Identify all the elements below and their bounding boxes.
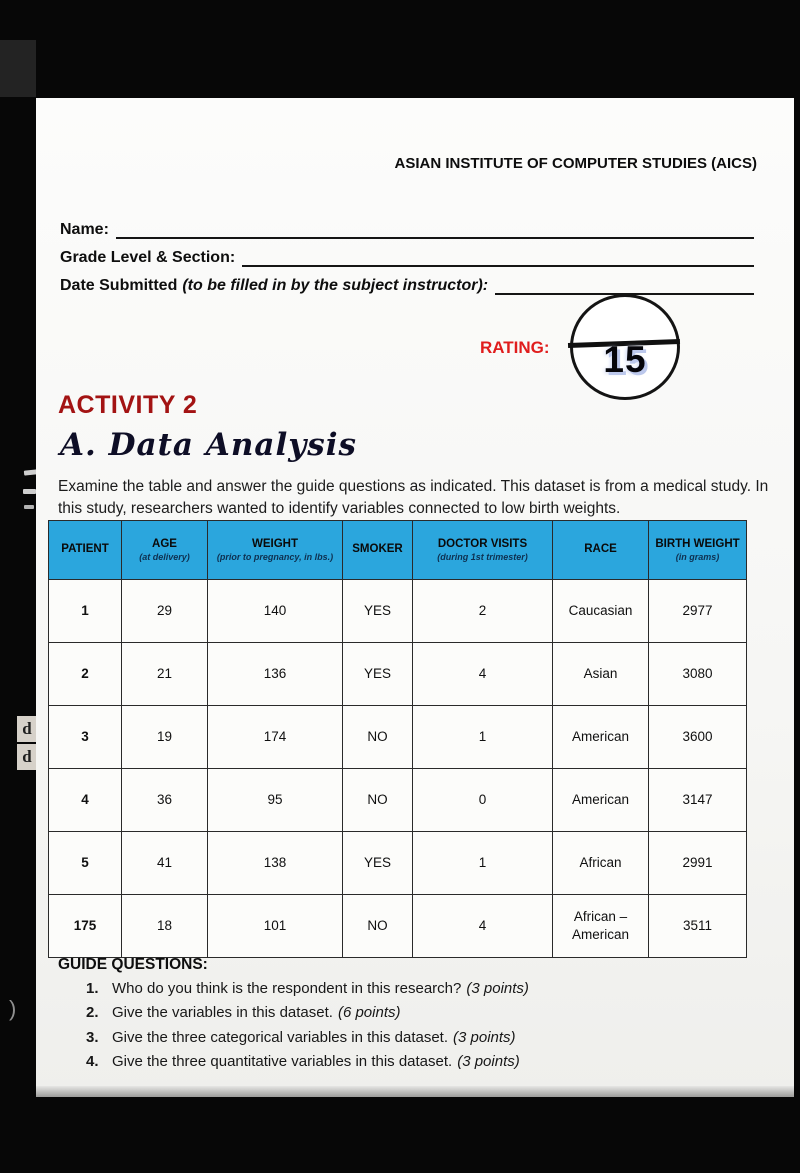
column-header-doctor-visits (413, 521, 553, 580)
cell-age: 21 (122, 643, 208, 706)
cell-smoker: YES (343, 832, 413, 895)
cell-age: 36 (122, 769, 208, 832)
cell-age: 41 (122, 832, 208, 895)
question-number: 4. (86, 1052, 99, 1070)
column-header-birth-weight (649, 521, 747, 580)
cell-doctor-visits: 1 (413, 832, 553, 895)
institute-header: ASIAN INSTITUTE OF COMPUTER STUDIES (AICS) (394, 155, 757, 172)
cell-race: African (553, 832, 649, 895)
column-header-age (122, 521, 208, 580)
section-title: A. Data Analysis (60, 427, 357, 463)
table-header-row (49, 521, 747, 580)
guide-question-2 (58, 1004, 764, 1023)
date-blank-line (495, 278, 754, 295)
cell-doctor-visits: 4 (413, 643, 553, 706)
name-label: Name: (60, 221, 109, 238)
scan-edge-letter: d (17, 716, 37, 742)
rating-label: RATING: (480, 338, 550, 357)
header-label: SMOKER (352, 542, 403, 555)
cell-patient: 2 (49, 643, 122, 706)
cell-smoker: YES (343, 643, 413, 706)
table-row (49, 643, 747, 706)
header-sublabel: (during 1st trimester) (437, 551, 528, 562)
cell-birth-weight: 2977 (649, 580, 747, 643)
cell-doctor-visits: 0 (413, 769, 553, 832)
cell-birth-weight: 3511 (649, 895, 747, 958)
cell-patient: 4 (49, 769, 122, 832)
guide-questions (58, 956, 764, 1077)
cell-doctor-visits: 1 (413, 706, 553, 769)
cell-doctor-visits: 2 (413, 580, 553, 643)
cell-birth-weight: 3080 (649, 643, 747, 706)
header-sublabel: (prior to pregnancy, in lbs.) (216, 551, 334, 562)
cell-smoker: NO (343, 706, 413, 769)
scan-edge-curve: ) (9, 996, 17, 1021)
scan-corner-square (0, 40, 36, 97)
question-points: (3 points) (466, 980, 529, 997)
scan-edge-mark (23, 489, 36, 494)
scan-edge-mark (24, 505, 34, 509)
intro-paragraph: Examine the table and answer the guide questions as indicated. This dataset is from a medical study. In this study, researchers wanted to identify variables connected to low birth weights. (58, 478, 769, 517)
question-number: 2. (86, 1004, 99, 1022)
cell-patient: 175 (49, 895, 122, 958)
cell-birth-weight: 2991 (649, 832, 747, 895)
rating-circle (570, 294, 680, 400)
name-field-row (60, 220, 754, 239)
date-note: (to be filled in by the subject instructor): (182, 277, 489, 294)
question-points: (3 points) (457, 1052, 520, 1070)
table-row (49, 895, 747, 958)
column-header-race (553, 521, 649, 580)
cell-race: African – American (553, 895, 649, 958)
grade-field-row (60, 248, 754, 267)
cell-patient: 1 (49, 580, 122, 643)
table-row (49, 706, 747, 769)
header-label: BIRTH WEIGHT (655, 537, 740, 550)
cell-smoker: NO (343, 895, 413, 958)
cell-age: 19 (122, 706, 208, 769)
cell-patient: 5 (49, 832, 122, 895)
question-text: Who do you think is the respondent in this research? (112, 980, 462, 997)
page-bottom-edge (36, 1086, 794, 1097)
header-sublabel: (in grams) (675, 551, 720, 562)
question-number: 3. (86, 1028, 99, 1046)
table-row (49, 832, 747, 895)
activity-title: ACTIVITY 2 (58, 391, 198, 419)
header-label: DOCTOR VISITS (437, 537, 528, 550)
cell-race: Asian (553, 643, 649, 706)
column-header-smoker (343, 521, 413, 580)
cell-weight: 174 (208, 706, 343, 769)
cell-race: Caucasian (553, 580, 649, 643)
cell-age: 29 (122, 580, 208, 643)
date-field-row (60, 276, 754, 295)
table-row (49, 580, 747, 643)
question-text: Give the three quantitative variables in this dataset. (112, 1052, 453, 1070)
scan-edge-letter: d (17, 744, 37, 770)
header-sublabel: (at delivery) (139, 551, 190, 562)
cell-birth-weight: 3600 (649, 706, 747, 769)
cell-age: 18 (122, 895, 208, 958)
cell-smoker: NO (343, 769, 413, 832)
cell-weight: 138 (208, 832, 343, 895)
guide-question-3 (58, 1029, 764, 1048)
guide-question-1 (58, 980, 764, 999)
rating-score: 15 (603, 339, 647, 380)
question-points: (6 points) (337, 1004, 401, 1022)
worksheet-page (36, 98, 794, 1097)
cell-race: American (553, 706, 649, 769)
guide-question-4 (58, 1053, 764, 1072)
header-label: RACE (584, 542, 617, 555)
cell-weight: 95 (208, 769, 343, 832)
question-number: 1. (86, 980, 99, 997)
grade-blank-line (242, 250, 754, 267)
cell-doctor-visits: 4 (413, 895, 553, 958)
guide-questions-title: GUIDE QUESTIONS: (58, 956, 208, 973)
cell-weight: 140 (208, 580, 343, 643)
student-fields (60, 220, 754, 304)
question-text: Give the variables in this dataset. (112, 1004, 333, 1022)
cell-weight: 136 (208, 643, 343, 706)
cell-weight: 101 (208, 895, 343, 958)
cell-birth-weight: 3147 (649, 769, 747, 832)
header-label: WEIGHT (252, 537, 298, 550)
grade-label: Grade Level & Section: (60, 249, 236, 266)
table-row (49, 769, 747, 832)
cell-patient: 3 (49, 706, 122, 769)
header-label: PATIENT (61, 542, 109, 555)
question-points: (3 points) (453, 1028, 516, 1046)
name-blank-line (116, 222, 754, 239)
column-header-weight (208, 521, 343, 580)
question-text: Give the three categorical variables in this dataset. (112, 1028, 449, 1046)
date-label: Date Submitted (60, 277, 178, 294)
cell-smoker: YES (343, 580, 413, 643)
header-label: AGE (152, 537, 177, 550)
cell-race: American (553, 769, 649, 832)
column-header-patient (49, 521, 122, 580)
data-table (48, 520, 747, 958)
